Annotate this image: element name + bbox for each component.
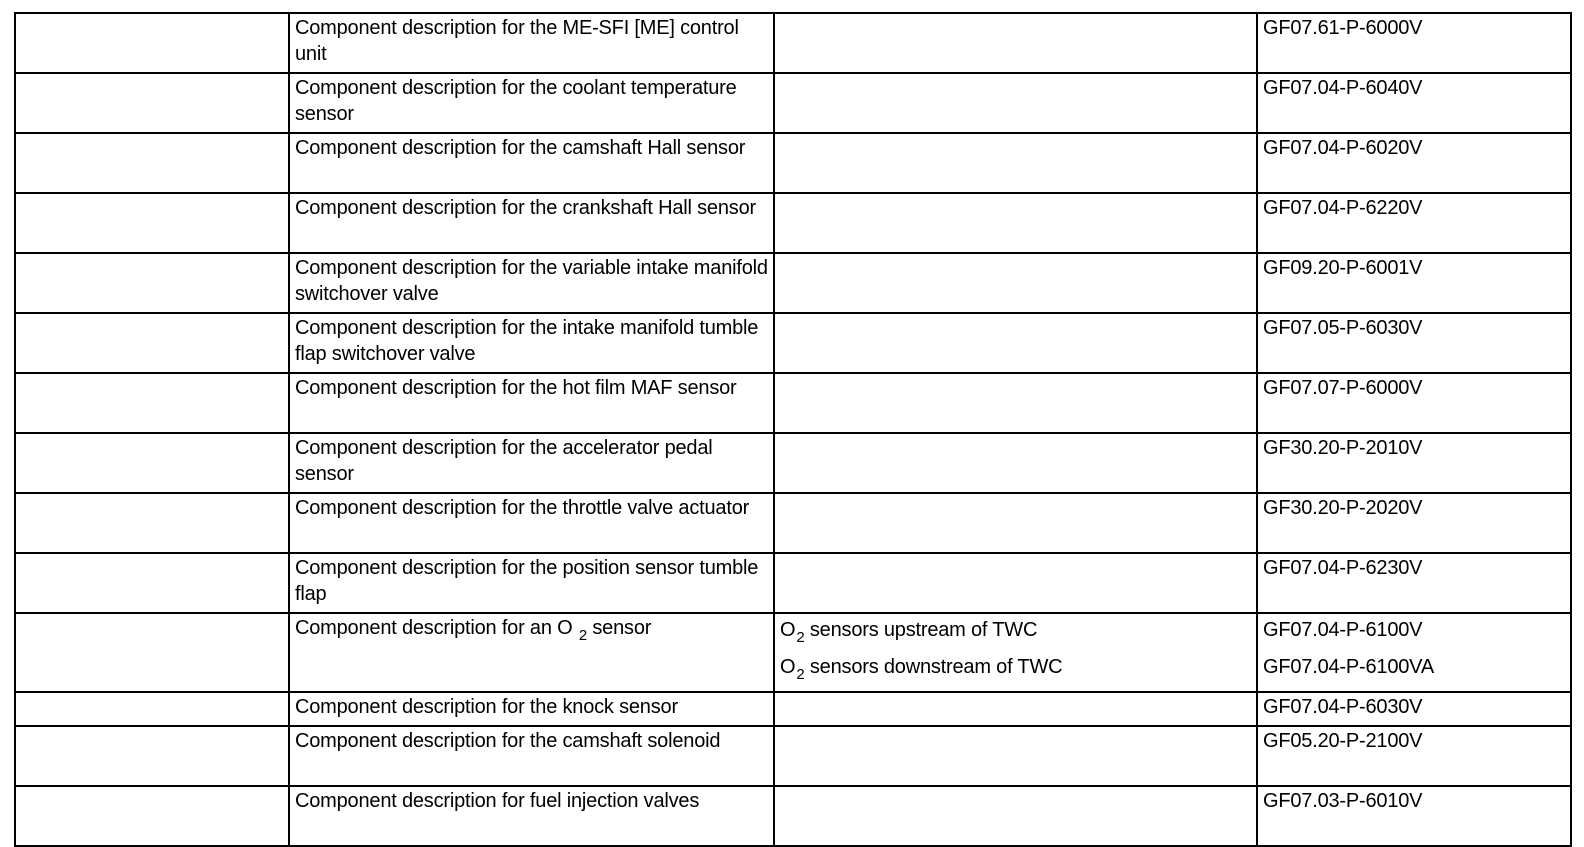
variant-subscript: 2 [796, 666, 805, 683]
empty-cell [774, 313, 1257, 373]
document-number-link[interactable]: GF30.20-P-2010V [1257, 433, 1571, 493]
variant-label: sensors downstream of TWC [809, 656, 1063, 678]
empty-cell [774, 253, 1257, 313]
document-number-link[interactable]: GF07.61-P-6000V [1257, 13, 1571, 73]
empty-cell [15, 373, 289, 433]
document-number-link[interactable]: GF07.04-P-6230V [1257, 553, 1571, 613]
document-number-link[interactable]: GF07.04-P-6020V [1257, 133, 1571, 193]
row-description: Component description for the position sensor tumble flap [289, 553, 774, 613]
row-description: Component description for fuel injection valves [289, 786, 774, 846]
empty-cell [774, 73, 1257, 133]
table-row [15, 726, 1571, 786]
empty-cell [774, 553, 1257, 613]
variant-cell [774, 613, 1257, 692]
component-reference-table [14, 12, 1572, 847]
row-description: Component description for the hot film MAF sensor [289, 373, 774, 433]
empty-cell [774, 433, 1257, 493]
document-number-link[interactable]: GF07.04-P-6030V [1257, 692, 1571, 726]
table-row [15, 493, 1571, 553]
variant-label: sensors upstream of TWC [809, 619, 1038, 641]
variant-downstream [780, 652, 1252, 689]
table-row [15, 13, 1571, 73]
variant-upstream [780, 615, 1252, 652]
document-number-link[interactable]: GF07.04-P-6220V [1257, 193, 1571, 253]
table-row [15, 553, 1571, 613]
document-number-link[interactable]: GF07.04-P-6100V [1263, 619, 1423, 641]
empty-cell [774, 13, 1257, 73]
row-description: Component description for the ME-SFI [ME] control unit [289, 13, 774, 73]
document-number-link[interactable]: GF07.04-P-6040V [1257, 73, 1571, 133]
variant-subscript: 2 [796, 629, 805, 646]
table-row [15, 433, 1571, 493]
document-number-link[interactable]: GF07.04-P-6100VA [1263, 656, 1434, 678]
description-prefix: Component description for an O [295, 617, 573, 639]
empty-cell [15, 253, 289, 313]
description-suffix: sensor [592, 617, 652, 639]
empty-cell [774, 692, 1257, 726]
empty-cell [15, 73, 289, 133]
document-number-link[interactable]: GF05.20-P-2100V [1257, 726, 1571, 786]
row-description: Component description for the intake manifold tumble flap switchover valve [289, 313, 774, 373]
row-description: Component description for the camshaft solenoid [289, 726, 774, 786]
empty-cell [774, 133, 1257, 193]
empty-cell [15, 786, 289, 846]
table-row [15, 73, 1571, 133]
empty-cell [15, 613, 289, 692]
description-subscript: 2 [578, 627, 588, 644]
document-number-link[interactable]: GF07.07-P-6000V [1257, 373, 1571, 433]
variant-documents [1257, 613, 1571, 692]
empty-cell [774, 373, 1257, 433]
row-description: Component description for the crankshaft Hall sensor [289, 193, 774, 253]
table-row-o2-sensor [15, 613, 1571, 692]
empty-cell [15, 493, 289, 553]
empty-cell [774, 726, 1257, 786]
empty-cell [774, 786, 1257, 846]
table-row [15, 253, 1571, 313]
table-row [15, 786, 1571, 846]
row-description: Component description for the knock sensor [289, 692, 774, 726]
document-number-link[interactable]: GF30.20-P-2020V [1257, 493, 1571, 553]
table-row [15, 692, 1571, 726]
empty-cell [15, 726, 289, 786]
empty-cell [15, 193, 289, 253]
row-description [289, 613, 774, 692]
empty-cell [774, 193, 1257, 253]
empty-cell [15, 13, 289, 73]
row-description: Component description for the throttle valve actuator [289, 493, 774, 553]
empty-cell [15, 692, 289, 726]
row-description: Component description for the variable intake manifold switchover valve [289, 253, 774, 313]
empty-cell [15, 433, 289, 493]
table-row [15, 313, 1571, 373]
empty-cell [15, 133, 289, 193]
row-description: Component description for the camshaft Hall sensor [289, 133, 774, 193]
empty-cell [15, 553, 289, 613]
variant-symbol: O [780, 619, 796, 641]
table-row [15, 373, 1571, 433]
document-number-link[interactable]: GF09.20-P-6001V [1257, 253, 1571, 313]
empty-cell [774, 493, 1257, 553]
row-description: Component description for the accelerator pedal sensor [289, 433, 774, 493]
variant-symbol: O [780, 656, 796, 678]
table-row [15, 193, 1571, 253]
document-number-link[interactable]: GF07.05-P-6030V [1257, 313, 1571, 373]
row-description: Component description for the coolant temperature sensor [289, 73, 774, 133]
document-number-link[interactable]: GF07.03-P-6010V [1257, 786, 1571, 846]
empty-cell [15, 313, 289, 373]
table-row [15, 133, 1571, 193]
